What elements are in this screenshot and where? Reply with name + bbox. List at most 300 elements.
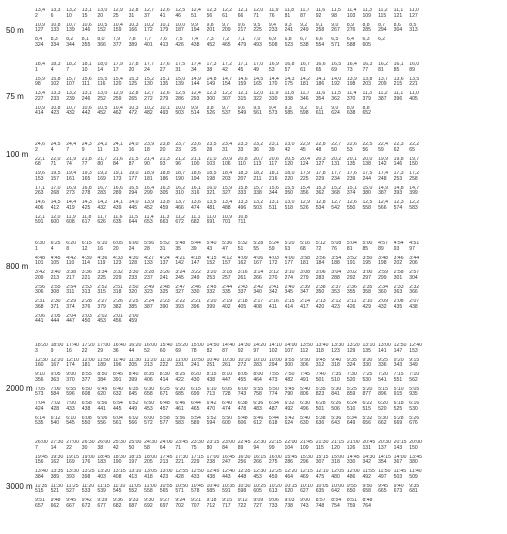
table-cell — [129, 215, 145, 228]
time-value: 6:10 — [66, 415, 77, 421]
table-cell — [238, 106, 254, 119]
table-cell — [222, 171, 238, 184]
time-value: 12,3 — [393, 200, 404, 205]
points-value: 147 — [393, 347, 403, 354]
points-value: 227 — [35, 95, 44, 102]
table-cell — [222, 358, 238, 371]
time-value: 24,2 — [97, 142, 108, 147]
table-cell — [347, 171, 363, 184]
points-value: 137 — [378, 444, 387, 451]
table-cell — [129, 314, 145, 327]
time-value: 14:30 — [362, 454, 376, 460]
time-value: 3:16 — [237, 270, 248, 275]
table-row — [35, 498, 425, 511]
table-cell — [285, 157, 301, 170]
points-value: 65 — [315, 66, 322, 73]
time-value: 11:10 — [112, 483, 126, 489]
points-value: 389 — [50, 473, 60, 480]
time-value: 12,8 — [315, 200, 326, 205]
time-value: 19,3 — [81, 171, 92, 176]
table-cell — [347, 157, 363, 170]
table-cell — [222, 37, 238, 50]
table-cell — [51, 106, 67, 119]
table-cell — [35, 484, 51, 497]
points-value: 239 — [66, 95, 75, 102]
points-value: 270 — [268, 274, 278, 281]
time-value: 6:12 — [50, 415, 61, 421]
time-value: 21,1 — [190, 156, 201, 162]
table-cell — [394, 8, 410, 21]
time-value: 16,4 — [346, 62, 357, 67]
table-cell — [378, 171, 394, 184]
time-value: 6:25 — [159, 386, 170, 392]
table-cell — [316, 484, 332, 497]
points-value: 550 — [346, 204, 356, 211]
table-cell — [238, 171, 254, 184]
table-cell — [409, 498, 425, 511]
time-value: 12,6 — [159, 8, 170, 13]
points-value: 213 — [159, 459, 169, 466]
table-cell — [82, 469, 98, 482]
time-value: 20,6 — [268, 156, 279, 162]
table-cell — [300, 157, 316, 170]
table-cell — [129, 186, 145, 199]
table-cell — [300, 387, 316, 400]
time-value: 13:45 — [409, 454, 422, 460]
table-cell — [222, 440, 238, 453]
time-value: 9:15 — [409, 357, 420, 363]
points-value: 103 — [346, 12, 356, 19]
points-value: 183 — [97, 459, 106, 466]
time-value: 22:45 — [237, 440, 251, 445]
points-value: 268 — [50, 190, 60, 197]
points-value: 342 — [268, 289, 278, 296]
table-cell — [35, 285, 51, 298]
table-cell — [82, 299, 98, 312]
time-value: 9,1 — [315, 105, 323, 111]
time-value: 12,5 — [362, 200, 373, 205]
time-value: 3:06 — [315, 270, 326, 275]
time-value: 11,6 — [112, 214, 123, 220]
points-value: 520 — [346, 376, 356, 383]
table-cell — [394, 372, 410, 385]
points-value: 457 — [159, 405, 169, 412]
time-value: 5:42 — [284, 415, 295, 421]
points-value: 177 — [284, 260, 293, 267]
time-value: 6:44 — [190, 401, 201, 406]
time-value: 6:34 — [268, 401, 279, 406]
points-value: 402 — [222, 303, 231, 310]
points-value: 554 — [315, 41, 325, 48]
points-value: 449 — [128, 405, 138, 412]
points-value: 465 — [222, 41, 231, 48]
table-cell — [82, 62, 98, 75]
time-value: 14,3 — [81, 200, 92, 205]
points-value: 28 — [144, 245, 150, 252]
time-value: 26:30 — [81, 440, 95, 445]
time-value: 9,4 — [268, 105, 276, 111]
points-value: 128 — [128, 260, 138, 267]
table-cell — [362, 401, 378, 414]
time-value: 10:35 — [222, 483, 235, 489]
points-value: 89 — [409, 66, 415, 73]
table-cell — [394, 401, 410, 414]
table-cell — [285, 469, 301, 482]
table-cell — [144, 23, 160, 36]
time-value: 14,1 — [112, 200, 123, 205]
points-value: 263 — [35, 190, 44, 197]
table-cell — [409, 270, 425, 283]
points-value: 652 — [362, 110, 371, 117]
time-value: 7,4 — [190, 37, 199, 42]
time-value: 7,7 — [144, 37, 152, 42]
points-value: 496 — [300, 405, 309, 412]
time-value: 5:44 — [268, 415, 279, 421]
time-value: 24,5 — [50, 142, 61, 147]
table-cell — [35, 416, 51, 429]
table-cell — [253, 440, 269, 453]
time-value: 6,7 — [300, 37, 308, 42]
points-value: 115 — [315, 444, 324, 451]
table-cell — [409, 484, 425, 497]
points-value: 433 — [190, 473, 200, 480]
points-value: 276 — [346, 27, 356, 34]
time-value: 16,8 — [284, 62, 295, 67]
time-value: 6:22 — [362, 401, 373, 406]
points-value: 363 — [50, 376, 60, 383]
table-cell — [331, 372, 347, 385]
time-value: 2:26 — [112, 299, 123, 304]
table-cell — [378, 343, 394, 356]
points-value: 461 — [175, 405, 184, 412]
table-cell — [347, 372, 363, 385]
time-value: 15,6 — [268, 185, 279, 191]
time-value: 7:45 — [300, 372, 311, 377]
time-value: 10,4 — [112, 22, 123, 28]
time-value: 10,8 — [50, 22, 61, 28]
points-value: 425 — [81, 204, 91, 211]
table-cell — [175, 455, 191, 468]
points-value: 432 — [97, 204, 106, 211]
time-value: 14,0 — [331, 76, 342, 82]
time-value: 14,1 — [315, 76, 326, 82]
table-cell — [316, 285, 332, 298]
points-value: 514 — [190, 110, 200, 117]
time-value: 9,1 — [315, 22, 323, 28]
points-value: 598 — [300, 110, 309, 117]
time-value: 10,1 — [159, 22, 170, 28]
points-value: 133 — [144, 260, 153, 267]
table-cell — [238, 469, 254, 482]
points-value: 345 — [284, 289, 293, 296]
points-value: 340 — [253, 289, 262, 296]
table-cell — [362, 106, 378, 119]
table-cell — [175, 256, 191, 269]
points-value: 556 — [97, 420, 106, 427]
time-value: 11,0 — [206, 214, 217, 220]
table-row — [35, 440, 425, 453]
time-value: 7,1 — [237, 37, 245, 42]
time-value: 18:30 — [112, 454, 126, 460]
table-cell — [253, 77, 269, 90]
table-cell — [207, 200, 223, 213]
points-value: 558 — [144, 488, 153, 495]
table-cell — [347, 241, 363, 254]
points-value: 558 — [362, 204, 371, 211]
table-cell — [144, 37, 160, 50]
table-cell — [144, 106, 160, 119]
points-value: 203 — [222, 175, 231, 182]
points-value: 92 — [237, 347, 244, 354]
points-value: 216 — [268, 175, 278, 182]
points-value: 165 — [253, 81, 262, 88]
points-value: 759 — [346, 502, 356, 509]
time-value: 10,3 — [128, 105, 139, 111]
points-value: 221 — [81, 274, 91, 281]
time-value: 13,3 — [237, 200, 248, 205]
points-value: 36 — [112, 347, 119, 354]
table-cell — [409, 77, 425, 90]
table-cell — [409, 157, 425, 170]
table-cell — [175, 314, 191, 327]
points-value: 658 — [144, 391, 153, 398]
time-value: 13:35 — [50, 469, 64, 474]
points-value: 51 — [237, 245, 244, 252]
points-value: 384 — [35, 473, 44, 480]
time-value: 9:50 — [362, 483, 373, 489]
table-cell — [129, 358, 145, 371]
points-value: 31 — [128, 12, 135, 19]
points-value: 323 — [144, 289, 153, 296]
time-value: 10:30 — [222, 357, 235, 363]
time-value: 3:50 — [362, 255, 373, 261]
points-value: 59 — [378, 146, 384, 153]
table-cell — [66, 91, 82, 104]
points-value: 62 — [393, 146, 400, 153]
time-value: 7,0 — [253, 37, 261, 42]
table-cell — [238, 498, 254, 511]
points-value: 393 — [393, 190, 403, 197]
time-value: 2:40 — [284, 284, 295, 290]
points-value: 253 — [393, 175, 403, 182]
table-cell — [129, 241, 145, 254]
time-value: 22:15 — [268, 440, 282, 445]
points-value: 333 — [237, 190, 247, 197]
table-cell — [331, 440, 347, 453]
time-value: 5:25 — [346, 386, 357, 392]
points-value: 146 — [393, 161, 403, 168]
table-cell — [113, 171, 129, 184]
table-cell — [191, 484, 207, 497]
points-value: 511 — [268, 204, 278, 211]
time-value: 15,8 — [50, 76, 61, 82]
time-value: 7:30 — [346, 372, 357, 377]
time-value: 6:55 — [66, 386, 77, 392]
table-cell — [347, 387, 363, 400]
table-cell — [144, 256, 160, 269]
points-value: 478 — [237, 405, 247, 412]
table-cell — [160, 171, 176, 184]
time-value: 8,5 — [409, 22, 417, 28]
points-value: 114 — [81, 260, 90, 267]
points-value: 149 — [206, 81, 216, 88]
table-cell — [207, 91, 223, 104]
points-value: 321 — [206, 190, 216, 197]
time-value: 11:45 — [393, 469, 407, 474]
points-value: 743 — [300, 502, 309, 509]
points-value: 574 — [393, 204, 403, 211]
time-value: 2:03 — [81, 313, 92, 319]
table-cell — [207, 142, 223, 155]
points-value: 241 — [159, 274, 169, 281]
points-value: 380 — [362, 190, 371, 197]
table-cell — [285, 215, 301, 228]
time-value: 22,3 — [393, 142, 404, 147]
points-value: 480 — [331, 473, 340, 480]
points-value: 286 — [175, 95, 184, 102]
table-cell — [285, 285, 301, 298]
time-value: 2:41 — [268, 284, 279, 290]
table-cell — [394, 256, 410, 269]
table-cell — [207, 171, 223, 184]
points-value: 318 — [331, 459, 340, 466]
table-cell — [316, 343, 332, 356]
table-cell — [362, 8, 378, 21]
time-value: 9:36 — [112, 498, 123, 503]
table-cell — [347, 484, 363, 497]
time-value: 13:20 — [346, 343, 360, 348]
points-value: 87 — [300, 12, 306, 19]
time-value: 2:27 — [97, 299, 108, 304]
points-value: 399 — [128, 376, 138, 383]
table-cell — [160, 241, 176, 254]
table-cell — [378, 142, 394, 155]
table-cell — [175, 498, 191, 511]
time-value: 13:15 — [112, 469, 126, 474]
points-value: 638 — [346, 110, 356, 117]
time-value: 5:30 — [331, 386, 342, 392]
time-value: 4:45 — [50, 255, 61, 261]
points-value: 533 — [81, 488, 91, 495]
table-cell — [378, 215, 394, 228]
points-value: 685 — [175, 391, 184, 398]
points-value: 159 — [112, 27, 122, 34]
time-value: 22,1 — [35, 156, 45, 162]
points-value: 285 — [362, 27, 371, 34]
points-value: 438 — [409, 303, 418, 310]
table-cell — [269, 299, 285, 312]
table-cell — [113, 37, 129, 50]
points-value: 493 — [159, 110, 169, 117]
points-value: 36 — [253, 146, 259, 153]
table-cell — [316, 106, 332, 119]
time-value: 21,0 — [206, 156, 217, 162]
time-value: 12,9 — [112, 8, 123, 13]
time-value: 12,6 — [159, 91, 170, 96]
table-cell — [129, 440, 145, 453]
time-value: 10,3 — [128, 22, 139, 28]
table-cell — [66, 314, 82, 327]
table-cell — [66, 77, 82, 90]
points-value: 572 — [144, 420, 153, 427]
table-cell — [191, 358, 207, 371]
time-value: 4:21 — [175, 255, 186, 261]
table-cell — [35, 358, 51, 371]
table-cell — [347, 77, 363, 90]
table-cell — [394, 270, 410, 283]
table-row — [35, 37, 425, 50]
time-value: 17,5 — [175, 62, 186, 67]
table-cell — [66, 8, 82, 21]
points-value: 398 — [81, 473, 91, 480]
table-cell — [222, 142, 238, 155]
table-cell — [409, 314, 425, 327]
time-value: 11,1 — [393, 91, 404, 96]
time-value: 13,1 — [81, 91, 92, 96]
points-value: 617 — [81, 219, 91, 226]
points-value: 591 — [222, 488, 231, 495]
table-cell — [129, 171, 145, 184]
table-row — [35, 142, 425, 155]
table-cell — [409, 416, 425, 429]
time-value: 12,4 — [190, 8, 201, 13]
table-cell — [269, 440, 285, 453]
table-cell — [394, 314, 410, 327]
points-value: 443 — [222, 473, 231, 480]
table-cell — [394, 200, 410, 213]
time-value: 10,5 — [97, 22, 108, 28]
points-value: 2 — [35, 12, 38, 19]
time-value: 12,6 — [346, 200, 357, 205]
table-cell — [144, 142, 160, 155]
table-cell — [113, 157, 129, 170]
points-value: 487 — [268, 405, 278, 412]
time-value: 21,9 — [66, 156, 77, 162]
table-row — [35, 91, 425, 104]
time-value: 16,1 — [393, 62, 404, 67]
points-value: 190 — [175, 175, 184, 182]
time-value: 2:25 — [128, 299, 139, 304]
time-value: 14,2 — [97, 200, 108, 205]
time-value: 3:48 — [378, 255, 388, 261]
table-cell — [347, 270, 363, 283]
points-value: 127 — [315, 161, 325, 168]
points-value: 64 — [159, 444, 166, 451]
table-cell — [409, 469, 425, 482]
table-cell — [285, 401, 301, 414]
points-value: 635 — [315, 488, 325, 495]
table-cell — [300, 171, 316, 184]
table-row — [35, 256, 425, 269]
table-row — [35, 401, 425, 414]
points-value: 275 — [268, 459, 278, 466]
points-value: 27 — [159, 66, 166, 73]
points-value: 215 — [393, 81, 403, 88]
points-value: 222 — [159, 362, 169, 369]
time-value: 5:50 — [268, 386, 279, 392]
points-value: 539 — [97, 488, 106, 495]
table-cell — [362, 200, 378, 213]
table-cell — [191, 142, 207, 155]
points-value: 327 — [175, 289, 184, 296]
table-cell — [222, 469, 238, 482]
time-value: 17:00 — [97, 343, 111, 348]
table-cell — [331, 241, 347, 254]
table-cell — [66, 200, 82, 213]
table-cell — [144, 171, 160, 184]
table-cell — [378, 498, 394, 511]
points-value: 119 — [97, 260, 106, 267]
